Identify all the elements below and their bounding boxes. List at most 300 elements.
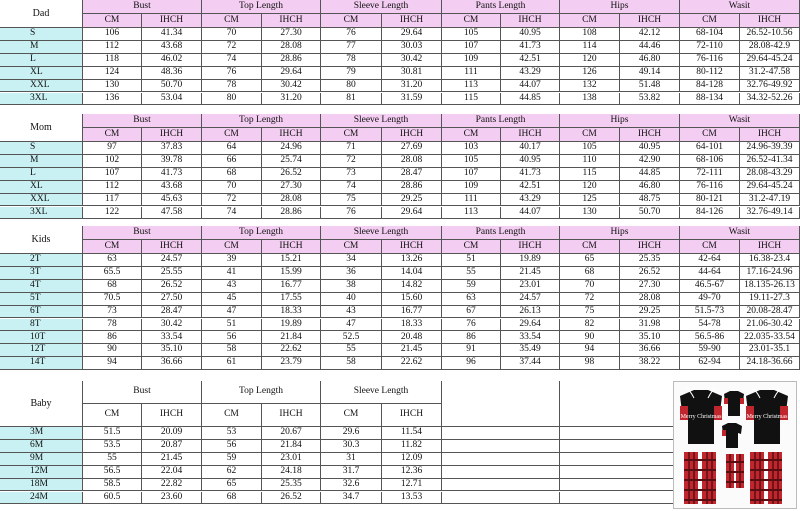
- table-cell: 32.76-49.92: [740, 80, 800, 93]
- table-cell: 28.08-42.9: [740, 41, 800, 54]
- table-cell: 96: [442, 357, 501, 370]
- table-cell: 112: [83, 41, 142, 54]
- table-cell: 72: [202, 41, 262, 54]
- table-cell: 59: [202, 453, 262, 466]
- table-cell: 24.18: [262, 466, 321, 479]
- table-cell: 55: [321, 344, 382, 357]
- table-cell: 41.34: [142, 28, 202, 41]
- subheader-cm: CM: [560, 128, 620, 142]
- table-cell: 15.99: [262, 267, 321, 280]
- table-cell: 20.67: [262, 427, 321, 440]
- table-cell: 31.98: [620, 319, 680, 332]
- table-cell: 28.08: [620, 293, 680, 306]
- empty-cell: [560, 440, 680, 453]
- size-label: 12T: [0, 344, 83, 357]
- header-bust: Bust: [83, 0, 202, 14]
- table-cell: 35.10: [142, 344, 202, 357]
- table-cell: 53.82: [620, 93, 680, 106]
- subheader-cm: CM: [321, 14, 382, 28]
- table-cell: 84-126: [680, 207, 740, 220]
- table-cell: 46.5-67: [680, 280, 740, 293]
- table-cell: 72: [321, 155, 382, 168]
- table-cell: 25.55: [142, 267, 202, 280]
- table-cell: 75: [560, 306, 620, 319]
- table-cell: 22.82: [142, 479, 202, 492]
- subheader-inch: IHCH: [382, 128, 442, 142]
- size-label: M: [0, 155, 83, 168]
- table-cell: 62-94: [680, 357, 740, 370]
- table-cell: 56: [202, 440, 262, 453]
- table-cell: 43: [202, 280, 262, 293]
- subheader-inch: IHCH: [620, 240, 680, 254]
- group-label-kids: Kids: [0, 226, 83, 254]
- table-cell: 23.01: [262, 453, 321, 466]
- table-cell: 98: [560, 357, 620, 370]
- table-cell: 90: [560, 331, 620, 344]
- empty-header: [560, 381, 680, 427]
- table-cell: 105: [442, 28, 501, 41]
- table-cell: 26.13: [501, 306, 560, 319]
- empty-cell: [442, 466, 560, 479]
- subheader-inch: IHCH: [501, 240, 560, 254]
- size-label: 3XL: [0, 207, 83, 220]
- table-cell: 55: [83, 453, 142, 466]
- table-cell: 20.09: [142, 427, 202, 440]
- table-cell: 51: [202, 319, 262, 332]
- table-cell: 70: [560, 280, 620, 293]
- table-cell: 120: [560, 181, 620, 194]
- table-cell: 107: [442, 41, 501, 54]
- table-cell: 31.2-47.19: [740, 194, 800, 207]
- table-cell: 29.64: [382, 28, 442, 41]
- table-cell: 17.55: [262, 293, 321, 306]
- table-cell: 120: [560, 54, 620, 67]
- table-cell: 79: [321, 67, 382, 80]
- table-cell: 114: [560, 41, 620, 54]
- table-cell: 73: [321, 168, 382, 181]
- table-cell: 29.64: [382, 207, 442, 220]
- table-cell: 28.86: [262, 54, 321, 67]
- table-cell: 24.18-36.66: [740, 357, 800, 370]
- size-label: XXL: [0, 194, 83, 207]
- table-cell: 11.54: [382, 427, 442, 440]
- table-cell: 94: [83, 357, 142, 370]
- table-cell: 14.04: [382, 267, 442, 280]
- subheader-cm: CM: [442, 240, 501, 254]
- table-cell: 18.33: [262, 306, 321, 319]
- table-cell: 30.42: [382, 54, 442, 67]
- table-cell: 41: [202, 267, 262, 280]
- size-label: XL: [0, 67, 83, 80]
- table-cell: 113: [442, 80, 501, 93]
- subheader-inch: IHCH: [740, 128, 800, 142]
- empty-header: [442, 381, 560, 427]
- table-cell: 36: [321, 267, 382, 280]
- table-cell: 30.3: [321, 440, 382, 453]
- table-cell: 78: [321, 54, 382, 67]
- size-label: 10T: [0, 331, 83, 344]
- table-cell: 26.52-41.34: [740, 155, 800, 168]
- table-cell: 52.5: [321, 331, 382, 344]
- table-cell: 76-116: [680, 181, 740, 194]
- table-cell: 21.45: [142, 453, 202, 466]
- size-label: 3XL: [0, 93, 83, 106]
- table-cell: 109: [442, 54, 501, 67]
- table-cell: 32.76-49.14: [740, 207, 800, 220]
- table-cell: 35.10: [620, 331, 680, 344]
- table-cell: 111: [442, 194, 501, 207]
- table-cell: 76-116: [680, 54, 740, 67]
- table-cell: 30.42: [262, 80, 321, 93]
- table-cell: 56.5-86: [680, 331, 740, 344]
- table-cell: 29.25: [382, 194, 442, 207]
- table-cell: 55: [442, 267, 501, 280]
- table-cell: 21.06-30.42: [740, 319, 800, 332]
- subheader-inch: IHCH: [142, 240, 202, 254]
- table-cell: 68-104: [680, 28, 740, 41]
- table-cell: 40: [321, 293, 382, 306]
- table-cell: 65: [560, 254, 620, 267]
- subheader-cm: CM: [202, 240, 262, 254]
- table-cell: 136: [83, 93, 142, 106]
- table-cell: 29.64: [501, 319, 560, 332]
- empty-cell: [442, 492, 560, 505]
- table-cell: 49.14: [620, 67, 680, 80]
- subheader-inch: IHCH: [262, 14, 321, 28]
- size-label: 6M: [0, 440, 83, 453]
- table-cell: 20.08-28.47: [740, 306, 800, 319]
- empty-cell: [560, 479, 680, 492]
- table-cell: 12.09: [382, 453, 442, 466]
- table-cell: 105: [560, 142, 620, 155]
- table-cell: 43.29: [501, 67, 560, 80]
- subheader-inch: IHCH: [382, 404, 442, 427]
- table-cell: 45.63: [142, 194, 202, 207]
- subheader-cm: CM: [680, 240, 740, 254]
- table-cell: 54-78: [680, 319, 740, 332]
- size-label: XL: [0, 181, 83, 194]
- subheader-cm: CM: [321, 404, 382, 427]
- subheader-inch: IHCH: [740, 14, 800, 28]
- size-label: L: [0, 54, 83, 67]
- header-bust: Bust: [83, 226, 202, 240]
- table-cell: 21.84: [262, 331, 321, 344]
- table-cell: 30.03: [382, 41, 442, 54]
- subheader-inch: IHCH: [620, 128, 680, 142]
- table-cell: 71: [321, 142, 382, 155]
- table-cell: 28.86: [262, 207, 321, 220]
- table-cell: 76: [321, 207, 382, 220]
- table-cell: 23.79: [262, 357, 321, 370]
- table-cell: 86: [83, 331, 142, 344]
- header-hips: Hips: [560, 226, 680, 240]
- size-label: 8T: [0, 319, 83, 332]
- table-cell: 39.78: [142, 155, 202, 168]
- table-cell: 53: [202, 427, 262, 440]
- table-cell: 18.135-26.13: [740, 280, 800, 293]
- table-cell: 29.64-45.24: [740, 54, 800, 67]
- table-cell: 111: [442, 67, 501, 80]
- table-cell: 26.52: [142, 280, 202, 293]
- table-cell: 23.01: [501, 280, 560, 293]
- size-label: S: [0, 142, 83, 155]
- subheader-cm: CM: [202, 14, 262, 28]
- table-cell: 63: [442, 293, 501, 306]
- empty-cell: [442, 479, 560, 492]
- table-cell: 44-64: [680, 267, 740, 280]
- table-cell: 43.68: [142, 181, 202, 194]
- table-cell: 27.50: [142, 293, 202, 306]
- table-cell: 17.16-24.96: [740, 267, 800, 280]
- table-cell: 27.30: [262, 181, 321, 194]
- table-cell: 124: [83, 67, 142, 80]
- table-cell: 76: [321, 28, 382, 41]
- table-cell: 72: [202, 194, 262, 207]
- subheader-inch: IHCH: [501, 128, 560, 142]
- table-cell: 59: [442, 280, 501, 293]
- table-cell: 31.7: [321, 466, 382, 479]
- empty-cell: [560, 492, 680, 505]
- table-cell: 84-128: [680, 80, 740, 93]
- table-cell: 27.30: [262, 28, 321, 41]
- table-cell: 22.62: [262, 344, 321, 357]
- table-cell: 80-121: [680, 194, 740, 207]
- subheader-cm: CM: [442, 128, 501, 142]
- table-cell: 68: [202, 492, 262, 505]
- table-cell: 80: [202, 93, 262, 106]
- table-cell: 31.20: [262, 93, 321, 106]
- table-cell: 46.02: [142, 54, 202, 67]
- table-cell: 70.5: [83, 293, 142, 306]
- header-top_length: Top Length: [202, 0, 321, 14]
- table-cell: 72: [560, 293, 620, 306]
- subheader-cm: CM: [442, 14, 501, 28]
- size-label: 5T: [0, 293, 83, 306]
- table-cell: 19.89: [501, 254, 560, 267]
- table-cell: 130: [560, 207, 620, 220]
- family-pajamas-image: [674, 382, 796, 508]
- table-cell: 58: [321, 357, 382, 370]
- subheader-inch: IHCH: [262, 404, 321, 427]
- table-cell: 105: [442, 155, 501, 168]
- table-cell: 65.5: [83, 267, 142, 280]
- table-cell: 72-110: [680, 41, 740, 54]
- size-label: 18M: [0, 479, 83, 492]
- table-cell: 44.46: [620, 41, 680, 54]
- table-cell: 81: [321, 93, 382, 106]
- table-cell: 74: [321, 181, 382, 194]
- table-cell: 40.17: [501, 142, 560, 155]
- table-cell: 117: [83, 194, 142, 207]
- table-cell: 39: [202, 254, 262, 267]
- size-label: 24M: [0, 492, 83, 505]
- table-cell: 68: [202, 168, 262, 181]
- table-cell: 113: [442, 207, 501, 220]
- subheader-cm: CM: [321, 240, 382, 254]
- subheader-cm: CM: [83, 14, 142, 28]
- table-cell: 47.58: [142, 207, 202, 220]
- table-cell: 110: [560, 155, 620, 168]
- header-top_length: Top Length: [202, 226, 321, 240]
- table-cell: 78: [202, 80, 262, 93]
- table-cell: 13.53: [382, 492, 442, 505]
- table-cell: 66: [202, 155, 262, 168]
- table-cell: 21.45: [501, 267, 560, 280]
- table-cell: 42.51: [501, 54, 560, 67]
- subheader-cm: CM: [83, 404, 142, 427]
- table-cell: 56: [202, 331, 262, 344]
- table-cell: 58.5: [83, 479, 142, 492]
- table-cell: 70: [202, 181, 262, 194]
- header-sleeve_length: Sleeve Length: [321, 226, 442, 240]
- table-cell: 74: [202, 54, 262, 67]
- table-cell: 12.71: [382, 479, 442, 492]
- table-cell: 43.29: [501, 194, 560, 207]
- table-cell: 48.75: [620, 194, 680, 207]
- table-cell: 28.47: [142, 306, 202, 319]
- table-cell: 74: [202, 207, 262, 220]
- header-sleeve_length: Sleeve Length: [321, 114, 442, 128]
- table-cell: 33.54: [501, 331, 560, 344]
- subheader-cm: CM: [680, 14, 740, 28]
- table-cell: 15.21: [262, 254, 321, 267]
- subheader-inch: IHCH: [142, 14, 202, 28]
- table-cell: 130: [83, 80, 142, 93]
- table-cell: 61: [202, 357, 262, 370]
- subheader-inch: IHCH: [262, 128, 321, 142]
- table-cell: 34.7: [321, 492, 382, 505]
- subheader-cm: CM: [83, 128, 142, 142]
- table-cell: 44.85: [501, 93, 560, 106]
- table-cell: 12.36: [382, 466, 442, 479]
- table-cell: 48.36: [142, 67, 202, 80]
- table-cell: 56.5: [83, 466, 142, 479]
- table-cell: 42.51: [501, 181, 560, 194]
- table-cell: 43.68: [142, 41, 202, 54]
- table-cell: 64: [202, 142, 262, 155]
- table-cell: 29.25: [620, 306, 680, 319]
- table-cell: 20.48: [382, 331, 442, 344]
- table-cell: 86: [442, 331, 501, 344]
- table-cell: 132: [560, 80, 620, 93]
- empty-cell: [560, 466, 680, 479]
- empty-cell: [442, 453, 560, 466]
- table-cell: 36.66: [142, 357, 202, 370]
- table-cell: 107: [442, 168, 501, 181]
- table-cell: 22.62: [382, 357, 442, 370]
- group-label-dad: Dad: [0, 0, 83, 28]
- table-cell: 64-101: [680, 142, 740, 155]
- header-hips: Hips: [560, 0, 680, 14]
- table-cell: 80-112: [680, 67, 740, 80]
- table-cell: 28.08-43.29: [740, 168, 800, 181]
- size-label: L: [0, 168, 83, 181]
- table-cell: 26.52: [262, 168, 321, 181]
- size-label: 4T: [0, 280, 83, 293]
- table-cell: 20.87: [142, 440, 202, 453]
- table-cell: 24.96: [262, 142, 321, 155]
- svg-text:Merry Christmas: Merry Christmas: [746, 414, 788, 420]
- subheader-cm: CM: [83, 240, 142, 254]
- table-cell: 11.82: [382, 440, 442, 453]
- size-label: 3M: [0, 427, 83, 440]
- table-cell: 91: [442, 344, 501, 357]
- table-cell: 42.12: [620, 28, 680, 41]
- table-cell: 26.52-10.56: [740, 28, 800, 41]
- size-label: 12M: [0, 466, 83, 479]
- table-cell: 47: [321, 319, 382, 332]
- subheader-inch: IHCH: [142, 404, 202, 427]
- table-cell: 44.07: [501, 80, 560, 93]
- header-waist: Wasit: [680, 0, 800, 14]
- table-cell: 68-106: [680, 155, 740, 168]
- group-label-mom: Mom: [0, 114, 83, 142]
- table-cell: 115: [560, 168, 620, 181]
- header-top_length: Top Length: [202, 381, 321, 404]
- table-cell: 106: [83, 28, 142, 41]
- header-hips: Hips: [560, 114, 680, 128]
- table-cell: 33.54: [142, 331, 202, 344]
- size-label: 9M: [0, 453, 83, 466]
- subheader-cm: CM: [202, 404, 262, 427]
- table-cell: 30.81: [382, 67, 442, 80]
- table-cell: 22.04: [142, 466, 202, 479]
- header-sleeve_length: Sleeve Length: [321, 381, 442, 404]
- product-thumbnail: [673, 381, 797, 509]
- table-cell: 94: [560, 344, 620, 357]
- subheader-inch: IHCH: [740, 240, 800, 254]
- header-bust: Bust: [83, 381, 202, 404]
- table-cell: 29.64: [262, 67, 321, 80]
- header-sleeve_length: Sleeve Length: [321, 0, 442, 14]
- table-cell: 46.80: [620, 181, 680, 194]
- empty-cell: [560, 453, 680, 466]
- table-cell: 32.6: [321, 479, 382, 492]
- table-cell: 44.07: [501, 207, 560, 220]
- size-label: S: [0, 28, 83, 41]
- table-cell: 36.66: [620, 344, 680, 357]
- table-cell: 37.44: [501, 357, 560, 370]
- empty-cell: [560, 427, 680, 440]
- table-cell: 41.73: [501, 168, 560, 181]
- table-cell: 50.70: [620, 207, 680, 220]
- table-cell: 50.70: [142, 80, 202, 93]
- table-cell: 51: [442, 254, 501, 267]
- table-cell: 53.5: [83, 440, 142, 453]
- table-cell: 46.80: [620, 54, 680, 67]
- table-cell: 62: [202, 466, 262, 479]
- table-cell: 118: [83, 54, 142, 67]
- table-cell: 75: [321, 194, 382, 207]
- table-cell: 60.5: [83, 492, 142, 505]
- table-cell: 43: [321, 306, 382, 319]
- table-cell: 31: [321, 453, 382, 466]
- table-cell: 40.95: [620, 142, 680, 155]
- table-cell: 78: [83, 319, 142, 332]
- table-cell: 68: [83, 280, 142, 293]
- group-label-baby: Baby: [0, 381, 83, 427]
- table-cell: 25.35: [262, 479, 321, 492]
- table-cell: 112: [83, 181, 142, 194]
- subheader-cm: CM: [560, 240, 620, 254]
- table-cell: 70: [202, 28, 262, 41]
- table-cell: 26.52: [262, 492, 321, 505]
- table-cell: 109: [442, 181, 501, 194]
- table-cell: 138: [560, 93, 620, 106]
- header-waist: Wasit: [680, 226, 800, 240]
- table-cell: 28.08: [262, 194, 321, 207]
- table-cell: 90: [83, 344, 142, 357]
